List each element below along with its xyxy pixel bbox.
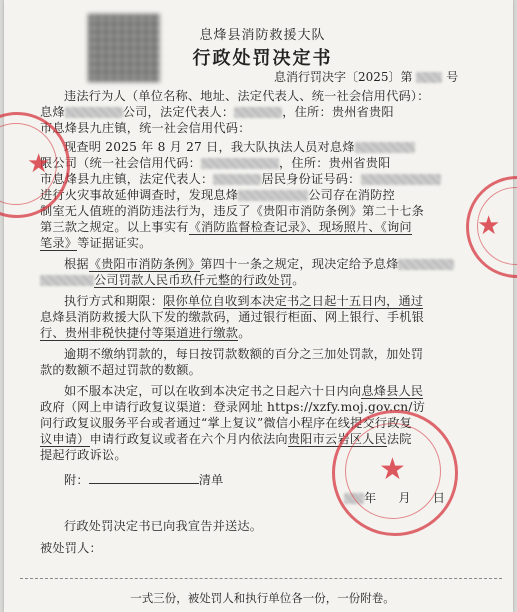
appeal-line-5: 提起行政诉讼。 bbox=[40, 448, 127, 462]
redacted-number bbox=[416, 72, 442, 83]
facts-line-7: 笔录》等证据证实。 bbox=[40, 236, 152, 250]
document-number bbox=[274, 68, 458, 85]
attachment-line: 附： 清单 bbox=[64, 473, 224, 487]
facts-line-1: 现查明 2025 年 8 月 27 日，我大队执法人员对息烽 bbox=[64, 139, 415, 155]
overdue-line-1: 逾期不缴纳罚款的，每日按罚款数额的百分之三加处罚款，加处罚 bbox=[64, 347, 424, 361]
party-line-1: 息烽 公司，法定代表人： ，住所：贵州省贵阳 bbox=[40, 105, 394, 119]
service-statement: 行政处罚决定书已向我宣告并送达。 bbox=[64, 519, 263, 533]
doc-number-suffix: 号 bbox=[446, 70, 459, 84]
overdue-line-2: 款的数额不超过罚款的数额。 bbox=[40, 363, 202, 377]
seal-star-icon: ★ bbox=[379, 452, 406, 487]
official-seal-right bbox=[466, 176, 517, 278]
decision-line-1: 根据《贵阳市消防条例》第四十一条之规定，现决定给予息烽 bbox=[64, 256, 454, 272]
party-line-2: 市息烽县九庄镇，统一社会信用代码： bbox=[40, 121, 251, 135]
doc-number-prefix: 息消行罚决字〔2025〕第 bbox=[274, 70, 413, 84]
document-page bbox=[4, 0, 513, 612]
decision-date: 年 月 日 bbox=[344, 490, 445, 506]
seal-star-icon: ★ bbox=[27, 149, 51, 179]
appeal-line-3: 问行政复议服务平台或者通过“掌上复议”微信小程序在线提交行政复 bbox=[40, 416, 413, 430]
issuing-organization: 息烽县消防救援大队 bbox=[199, 28, 326, 43]
facts-line-4: 进行火灾事故延伸调查时，发现息烽 公司存在消防控 bbox=[40, 188, 395, 202]
party-label: 违法行为人（单位名称、地址、法定代表人、统一社会信用代码）： bbox=[64, 89, 430, 103]
official-seal-center bbox=[332, 410, 458, 536]
facts-line-5: 制室无人值班的消防违法行为，违反了《贵阳市消防条例》第二十七条 bbox=[40, 204, 425, 218]
decision-line-2: 公司罚款人民币玖仟元整的行政处罚。 bbox=[40, 272, 305, 288]
appeal-line-4: 议申请）申请行政复议或者在六个月内依法向贵阳市云岩区人民法院 bbox=[40, 432, 412, 446]
document-title: 行政处罚决定书 bbox=[192, 48, 333, 69]
facts-line-2: 限公司（统一社会信用代码： ，住所：贵州省贵阳 bbox=[40, 156, 391, 170]
seal-star-icon: ★ bbox=[477, 211, 501, 241]
facts-line-3: 市息烽县九庄镇，法定代表人： 居民身份证号码： bbox=[40, 171, 441, 187]
payment-line-1: 执行方式和期限：限你单位自收到本决定书之日起十五日内，通过 bbox=[64, 294, 424, 308]
cut-line bbox=[20, 578, 502, 579]
facts-line-6: 第三款之规定。以上事实有《消防监督检查记录》、现场照片、《询问 bbox=[40, 220, 412, 234]
recipient-signature: 被处罚人： bbox=[40, 541, 102, 555]
payment-line-3: 行、贵州非税快捷付等渠道进行缴款。 bbox=[40, 326, 251, 340]
appeal-line-2: 政府（网上申请行政复议渠道：登录网址 https://xzfy.moj.gov.cn/访 bbox=[40, 400, 425, 414]
appeal-line-1: 如不服本决定，可以在收到本决定书之日起六十日内向息烽县人民 bbox=[64, 384, 424, 398]
payment-line-2: 息烽县消防救援大队下发的缴款码，通过银行柜面、网上银行、手机银 bbox=[40, 310, 425, 324]
document-footer: 一式三份，被处罚人和执行单位各一份，一份附卷。 bbox=[130, 591, 395, 605]
